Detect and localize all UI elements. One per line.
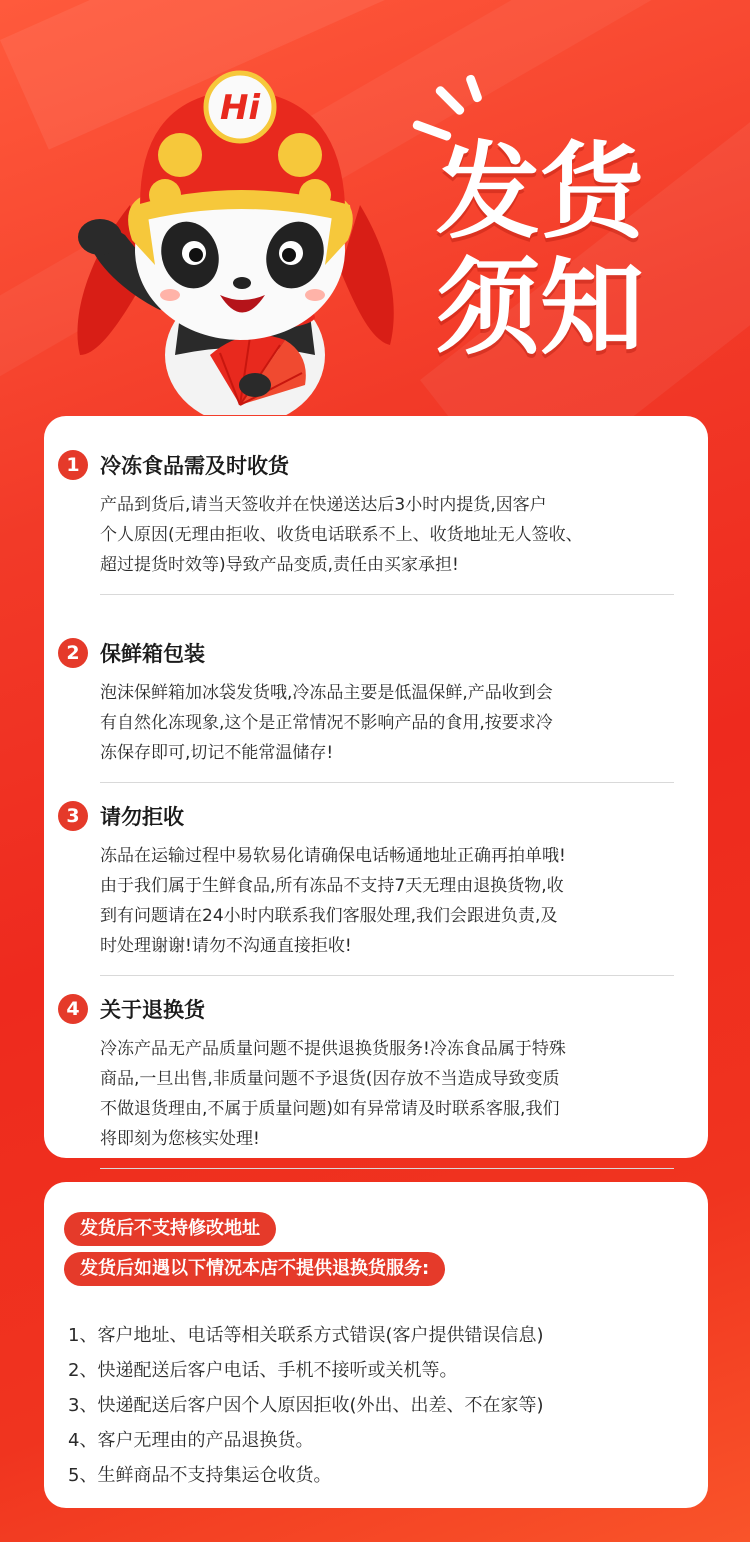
divider <box>100 975 674 976</box>
body-line: 冻保存即可,切记不能常温储存! <box>100 743 334 763</box>
section-title: 关于退换货 <box>100 998 205 1022</box>
body-line: 超过提货时效等)导致产品变质,责任由买家承担! <box>100 555 459 575</box>
list-item: 3、快递配送后客户因个人原因拒收(外出、出差、不在家等) <box>68 1395 544 1416</box>
section-title: 保鲜箱包装 <box>100 642 205 666</box>
page-title <box>436 131 736 369</box>
body-line: 冷冻产品无产品质量问题不提供退换货服务!冷冻食品属于特殊 <box>100 1039 566 1059</box>
no-return-conditions-list <box>68 1318 686 1493</box>
return-policy-card <box>44 1182 708 1508</box>
body-line: 冻品在运输过程中易软易化请确保电话畅通地址正确再拍单哦! <box>100 846 566 866</box>
list-item: 4、客户无理由的产品退换货。 <box>68 1430 314 1451</box>
section-number-badge: 2 <box>58 638 88 668</box>
body-line: 产品到货后,请当天签收并在快递送达后3小时内提货,因客户 <box>100 495 547 515</box>
body-line: 个人原因(无理由拒收、收货电话联系不上、收货地址无人签收、 <box>100 525 583 545</box>
notice-pill-no-return: 发货后如遇以下情况本店不提供退换货服务: <box>64 1252 445 1286</box>
section-number-badge: 1 <box>58 450 88 480</box>
section-number-badge: 4 <box>58 994 88 1024</box>
section-title: 请勿拒收 <box>100 805 184 829</box>
section-body <box>100 490 670 580</box>
divider <box>100 1168 674 1169</box>
body-line: 有自然化冻现象,这个是正常情况不影响产品的食用,按要求冷 <box>100 713 553 733</box>
list-item: 5、生鲜商品不支持集运仓收货。 <box>68 1465 332 1486</box>
hat-logo-text: Hi <box>219 88 261 128</box>
body-line: 不做退货理由,不属于质量问题)如有异常请及时联系客服,我们 <box>100 1099 560 1119</box>
divider <box>100 594 674 595</box>
section-body <box>100 841 670 961</box>
body-line: 由于我们属于生鲜食品,所有冻品不支持7天无理由退换货物,收 <box>100 876 564 896</box>
body-line: 商品,一旦出售,非质量问题不予退货(因存放不当造成导致变质 <box>100 1069 560 1089</box>
title-line-2: 须知 <box>436 247 645 369</box>
list-item: 1、客户地址、电话等相关联系方式错误(客户提供错误信息) <box>68 1325 544 1346</box>
section-number-badge: 3 <box>58 801 88 831</box>
title-line-1: 发货 <box>436 131 645 253</box>
section-2 <box>58 636 688 783</box>
list-item: 2、快递配送后客户电话、手机不接听或关机等。 <box>68 1360 458 1381</box>
notice-pill-address: 发货后不支持修改地址 <box>64 1212 276 1246</box>
shipping-rules-card <box>44 416 708 1158</box>
section-3 <box>58 799 688 976</box>
section-4 <box>58 992 688 1169</box>
section-1 <box>58 448 688 620</box>
panda-mascot-illustration <box>70 55 410 415</box>
divider <box>100 782 674 783</box>
section-body <box>100 1034 670 1154</box>
body-line: 泡沫保鲜箱加冰袋发货哦,冷冻品主要是低温保鲜,产品收到会 <box>100 683 553 703</box>
body-line: 时处理谢谢!请勿不沟通直接拒收! <box>100 936 352 956</box>
section-title: 冷冻食品需及时收货 <box>100 454 289 478</box>
hero-banner <box>0 0 750 420</box>
body-line: 到有问题请在24小时内联系我们客服处理,我们会跟进负责,及 <box>100 906 558 926</box>
section-body <box>100 678 670 768</box>
body-line: 将即刻为您核实处理! <box>100 1129 260 1149</box>
